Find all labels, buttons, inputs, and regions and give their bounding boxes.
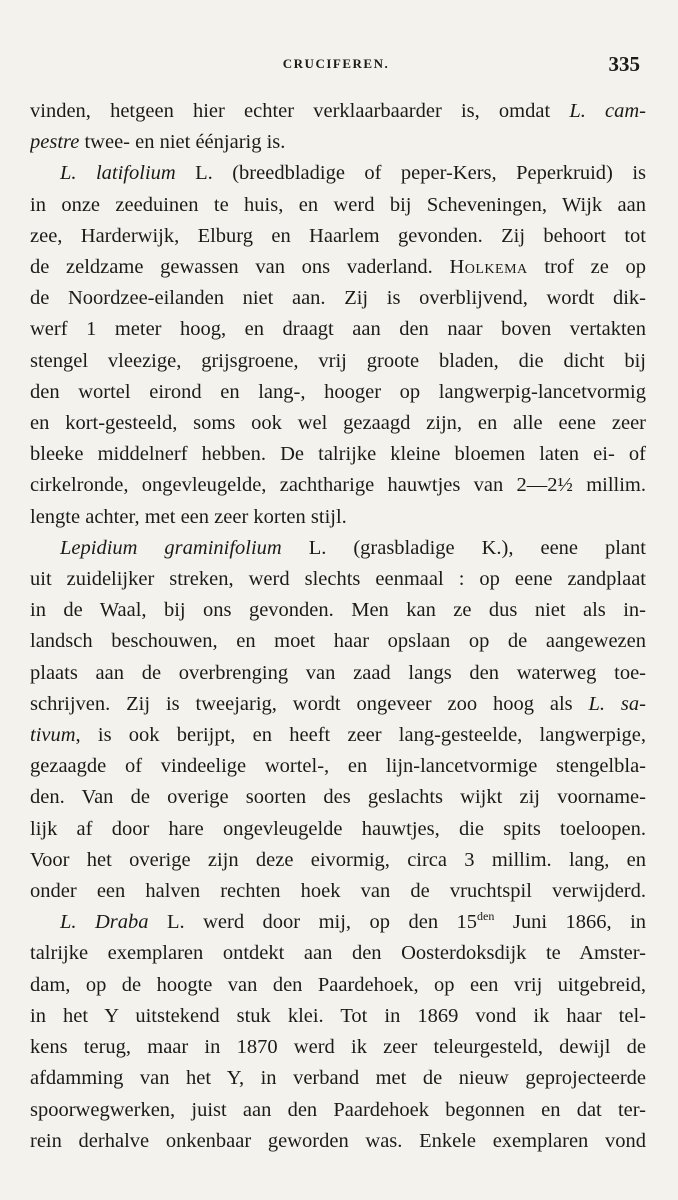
text-line-1: vinden, hetgeen hier echter verklaarbaarder is, omdat L. cam- [30,100,646,122]
text-line-20: schrijven. Zij is tweejarig, wordt ongeveer zoo hoog als L. sa- [30,692,646,715]
text-line-27: L. Draba L. werd door mij, op den $15^{den}$ Juni 1866, in [60,909,646,934]
text-line-9: stengel vleezige, grijsgroene, vrij groote bladen, die dicht bij [30,349,646,372]
text-line-15: Lepidium graminifolium L. (grasbladige K.), eene plant [60,536,646,559]
text-line-3: L. latifolium L. (breedbladige of peper-Kers, Peperkruid) is [60,162,646,185]
text-line-28: talrijke exemplaren ontdekt aan den Oosterdoksdijk te Amster- [30,942,646,965]
text-line-12: bleeke middelnerf hebben. De talrijke kleine bloemen laten ei- of [30,443,646,466]
text-line-34: rein derhalve onkenbaar geworden was. Enkele exemplaren vond [30,1129,646,1152]
text-line-19: plaats aan de overbrenging van zaad langs den waterweg toe- [30,661,646,684]
text-line-5: zee, Harderwijk, Elburg en Haarlem gevonden. Zij behoort tot [30,224,646,247]
text-line-21: tivum, is ook berijpt, en heeft zeer lang-gesteelde, langwerpige, [30,724,646,747]
running-head: CRUCIFEREN. [282,56,390,71]
text-line-22: gezaagde of vindeelige wortel-, en lijn-lancetvormige stengelbla- [30,755,646,778]
page-number: 335 [608,52,640,76]
text-line-25: Voor het overige zijn deze eivormig, circa 3 millim. lang, en [30,848,646,871]
text-line-13: cirkelronde, ongevleugelde, zachtharige hauwtjes van 2—2½ millim. [30,474,646,497]
text-line-4: in onze zeeduinen te huis, en werd bij Scheveningen, Wijk aan [30,193,646,216]
author-name: Holkema [449,256,528,279]
text-line-10: den wortel eirond en lang-, hooger op langwerpig-lancetvormig [30,380,646,403]
text-line-14: lengte achter, met een zeer korten stijl. [30,505,347,528]
text-line-29: dam, op de hoogte van den Paardehoek, op een vrij uitgebreid, [30,973,646,996]
text-line-24: lijk af door hare ongevleugelde hauwtjes, die spits toeloopen. [30,817,646,840]
text-line-23: den. Van de overige soorten des geslachts wijkt zij voorname- [30,786,646,809]
text-line-11: en kort-gesteeld, soms ook wel gezaagd zijn, en alle eene zeer [30,412,646,435]
text-line-33: spoorwegwerken, juist aan den Paardehoek begonnen en dat ter- [30,1098,646,1121]
text-line-31: kens terug, maar in 1870 werd ik zeer teleurgesteld, dewijl de [30,1036,646,1059]
text-line-6: de zeldzame gewassen van ons vaderland. Holkema trof ze op [30,256,646,279]
text-line-32: afdamming van het Y, in verband met de nieuw geprojecteerde [30,1067,646,1090]
text-line-7: de Noordzee-eilanden niet aan. Zij is overblijvend, wordt dik- [30,287,646,310]
text-line-2: pestre twee- en niet éénjarig is. [30,131,286,154]
text-line-8: werf 1 meter hoog, en draagt aan den naar boven vertakten [30,318,646,341]
text-line-30: in het Y uitstekend stuk klei. Tot in 1869 vond ik haar tel- [30,1004,646,1027]
text-line-18: landsch beschouwen, en moet haar opslaan op de aangewezen [30,630,646,653]
text-line-17: in de Waal, bij ons gevonden. Men kan ze dus niet als in- [30,599,646,622]
page-header [32,48,640,88]
body-text [30,96,646,1157]
text-line-26: onder een halven rechten hoek van de vruchtspil verwijderd. [30,880,646,903]
text-line-16: uit zuidelijker streken, werd slechts eenmaal : op eene zandplaat [30,568,646,591]
